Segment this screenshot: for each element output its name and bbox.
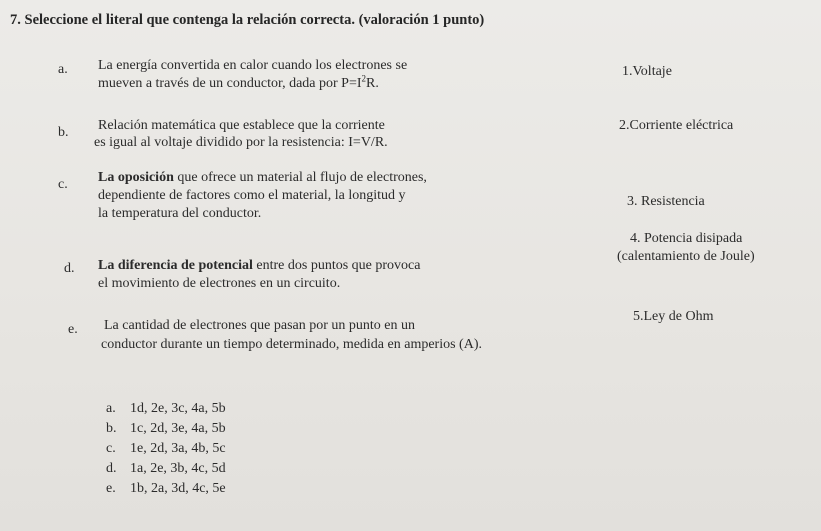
option-a-letter: a.: [106, 401, 116, 416]
right-item-5: 5.Ley de Ohm: [633, 309, 714, 324]
option-e-letter: e.: [106, 481, 116, 496]
item-d-line1: [98, 258, 420, 274]
option-b-letter: b.: [106, 421, 117, 436]
question-title: 7. Seleccione el literal que contenga la relación correcta. (valoración 1 punto): [10, 12, 485, 28]
item-c-line1: [98, 170, 427, 186]
item-a-superscript: 2: [361, 73, 367, 84]
option-a[interactable]: [106, 401, 226, 417]
right-item-3: 3. Resistencia: [627, 194, 705, 209]
item-d-line1-rest: entre dos puntos que provoca: [252, 258, 421, 273]
item-c-line1-rest: que ofrece un material al flujo de electrones,: [173, 170, 427, 185]
option-d[interactable]: [106, 461, 226, 477]
item-e-letter: e.: [68, 322, 78, 337]
item-c-letter: c.: [58, 177, 68, 192]
option-c-text: 1e, 2d, 3a, 4b, 5c: [130, 441, 226, 456]
item-a-letter: a.: [58, 62, 68, 77]
right-item-1: 1.Voltaje: [622, 64, 672, 79]
right-item-4-note: (calentamiento de Joule): [617, 249, 755, 264]
item-c-line3: la temperatura del conductor.: [98, 206, 262, 221]
item-d-letter: d.: [64, 261, 75, 276]
item-d-bold-term: La diferencia de potencial: [98, 258, 253, 273]
item-b-line2: es igual al voltaje dividido por la resistencia: I=V/R.: [94, 135, 388, 150]
option-d-text: 1a, 2e, 3b, 4c, 5d: [130, 461, 226, 476]
item-b-line1: Relación matemática que establece que la corriente: [98, 118, 385, 133]
item-a-line2-suffix: R.: [366, 76, 379, 91]
right-item-4: 4. Potencia disipada: [630, 231, 743, 246]
right-item-2: 2.Corriente eléctrica: [619, 118, 734, 133]
item-b-letter: b.: [58, 125, 69, 140]
option-d-letter: d.: [106, 461, 117, 476]
item-e-line2: conductor durante un tiempo determinado, medida en amperios (A).: [101, 337, 482, 352]
item-c-bold-term: La oposición: [98, 170, 174, 185]
item-e-line1: La cantidad de electrones que pasan por un punto en un: [104, 318, 416, 333]
item-a-line1: La energía convertida en calor cuando los electrones se: [98, 58, 408, 73]
option-b-text: 1c, 2d, 3e, 4a, 5b: [130, 421, 226, 436]
item-a-line2-text: mueven a través de un conductor, dada por P=I: [98, 76, 362, 91]
option-a-text: 1d, 2e, 3c, 4a, 5b: [130, 401, 226, 416]
item-a-line2: [98, 73, 379, 92]
option-e-text: 1b, 2a, 3d, 4c, 5e: [130, 481, 226, 496]
option-c-letter: c.: [106, 441, 116, 456]
option-e[interactable]: [106, 481, 226, 497]
item-d-line2: el movimiento de electrones en un circuito.: [98, 276, 341, 291]
item-c-line2: dependiente de factores como el material, la longitud y: [98, 188, 406, 203]
option-c[interactable]: [106, 441, 226, 457]
option-b[interactable]: [106, 421, 226, 437]
